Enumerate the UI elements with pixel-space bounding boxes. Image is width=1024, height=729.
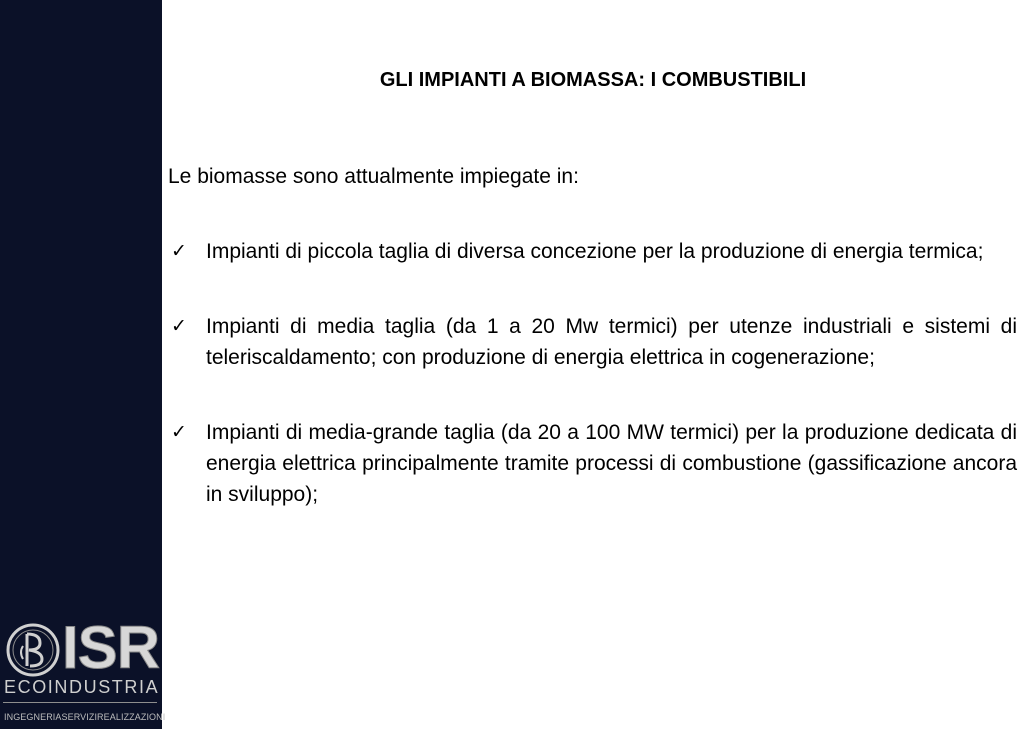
bullet-text: Impianti di media-grande taglia (da 20 a 100 MW termici) per la produzione dedicata di energia elettrica principalmente tramite processi di combustione (gassificazione ancora in sviluppo);	[206, 421, 1017, 506]
logo-name: ISR	[62, 614, 160, 681]
bullet-item	[168, 311, 1017, 373]
logo-tagline: INGEGNERIASERVIZIREALIZZAZIONI	[4, 712, 166, 722]
bullet-item	[168, 417, 1017, 510]
bullet-text: Impianti di media taglia (da 1 a 20 Mw termici) per utenze industriali e sistemi di teleriscaldamento; con produzione di energia elettrica in cogenerazione;	[206, 315, 1017, 369]
bullet-item	[168, 236, 1017, 267]
intro-text: Le biomasse sono attualmente impiegate in:	[168, 165, 579, 188]
check-icon: ✓	[171, 315, 187, 337]
logo-divider	[3, 702, 157, 703]
logo-subtitle: ECOINDUSTRIA	[4, 677, 160, 697]
sidebar	[0, 0, 166, 729]
bullet-list	[168, 236, 1017, 554]
check-icon: ✓	[171, 240, 187, 262]
slide-title: GLI IMPIANTI A BIOMASSA: I COMBUSTIBILI	[379, 69, 807, 91]
rb-monogram-icon	[5, 622, 61, 678]
check-icon: ✓	[171, 421, 187, 443]
company-logo	[0, 610, 166, 729]
bullet-text: Impianti di piccola taglia di diversa concezione per la produzione di energia termica;	[206, 240, 984, 263]
